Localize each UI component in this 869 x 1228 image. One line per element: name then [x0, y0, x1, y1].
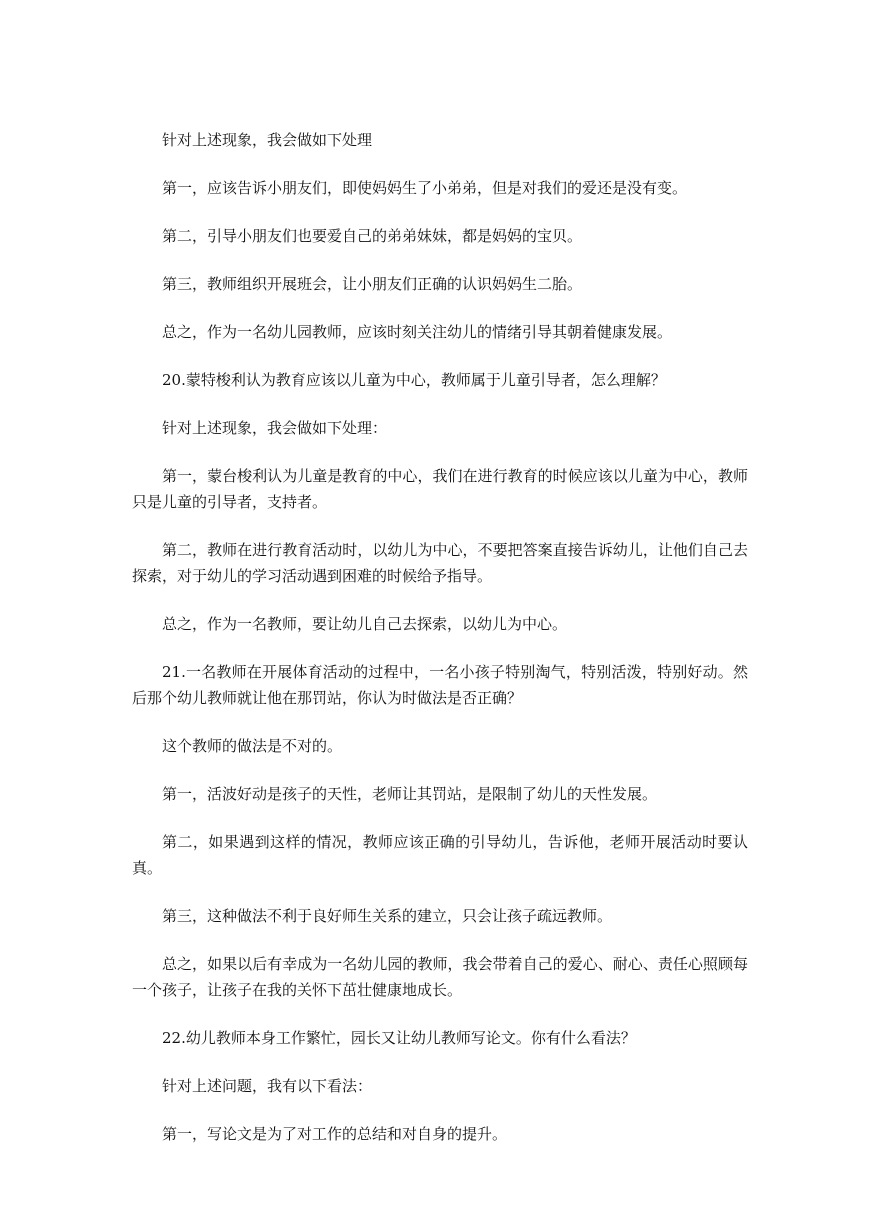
paragraph: 总之，如果以后有幸成为一名幼儿园的教师，我会带着自己的爱心、耐心、责任心照顾每一个孩子，让孩子在我的关怀下茁壮健康地成长。 [132, 955, 748, 999]
paragraph: 第二，教师在进行教育活动时，以幼儿为中心，不要把答案直接告诉幼儿，让他们自己去探索，对于幼儿的学习活动遇到困难的时候给予指导。 [132, 541, 748, 585]
paragraph: 第二，引导小朋友们也要爱自己的弟弟妹妹，都是妈妈的宝贝。 [162, 227, 583, 245]
question-heading: 20.蒙特梭利认为教育应该以儿童为中心，教师属于儿童引导者，怎么理解？ [162, 371, 666, 389]
paragraph: 总之，作为一名幼儿园教师，应该时刻关注幼儿的情绪引导其朝着健康发展。 [162, 323, 673, 341]
question-heading: 22.幼儿教师本身工作繁忙，园长又让幼儿教师写论文。你有什么看法？ [162, 1029, 636, 1047]
question-heading: 21.一名教师在开展体育活动的过程中，一名小孩子特别淘气，特别活泼，特别好动。然后那个幼儿教师就让他在那罚站，你认为时做法是否正确？ [132, 663, 748, 707]
paragraph: 第一，活波好动是孩子的天性，老师让其罚站，是限制了幼儿的天性发展。 [162, 785, 658, 803]
paragraph: 第一，应该告诉小朋友们，即使妈妈生了小弟弟，但是对我们的爱还是没有变。 [162, 179, 688, 197]
paragraph: 第一，蒙台梭利认为儿童是教育的中心，我们在进行教育的时候应该以儿童为中心，教师只是儿童的引导者，支持者。 [132, 467, 748, 511]
document-body [132, 127, 748, 1169]
paragraph: 针对上述现象，我会做如下处理： [162, 419, 388, 437]
paragraph: 针对上述现象，我会做如下处理 [162, 131, 373, 149]
paragraph: 第二，如果遇到这样的情况，教师应该正确的引导幼儿，告诉他，老师开展活动时要认真。 [132, 833, 748, 877]
paragraph: 第三，教师组织开展班会，让小朋友们正确的认识妈妈生二胎。 [162, 275, 583, 293]
paragraph: 第一，写论文是为了对工作的总结和对自身的提升。 [162, 1125, 508, 1143]
paragraph: 总之，作为一名教师，要让幼儿自己去探索，以幼儿为中心。 [162, 615, 568, 633]
paragraph: 这个教师的做法是不对的。 [162, 737, 343, 755]
paragraph: 针对上述问题，我有以下看法： [162, 1077, 373, 1095]
paragraph: 第三，这种做法不利于良好师生关系的建立，只会让孩子疏远教师。 [162, 907, 613, 925]
